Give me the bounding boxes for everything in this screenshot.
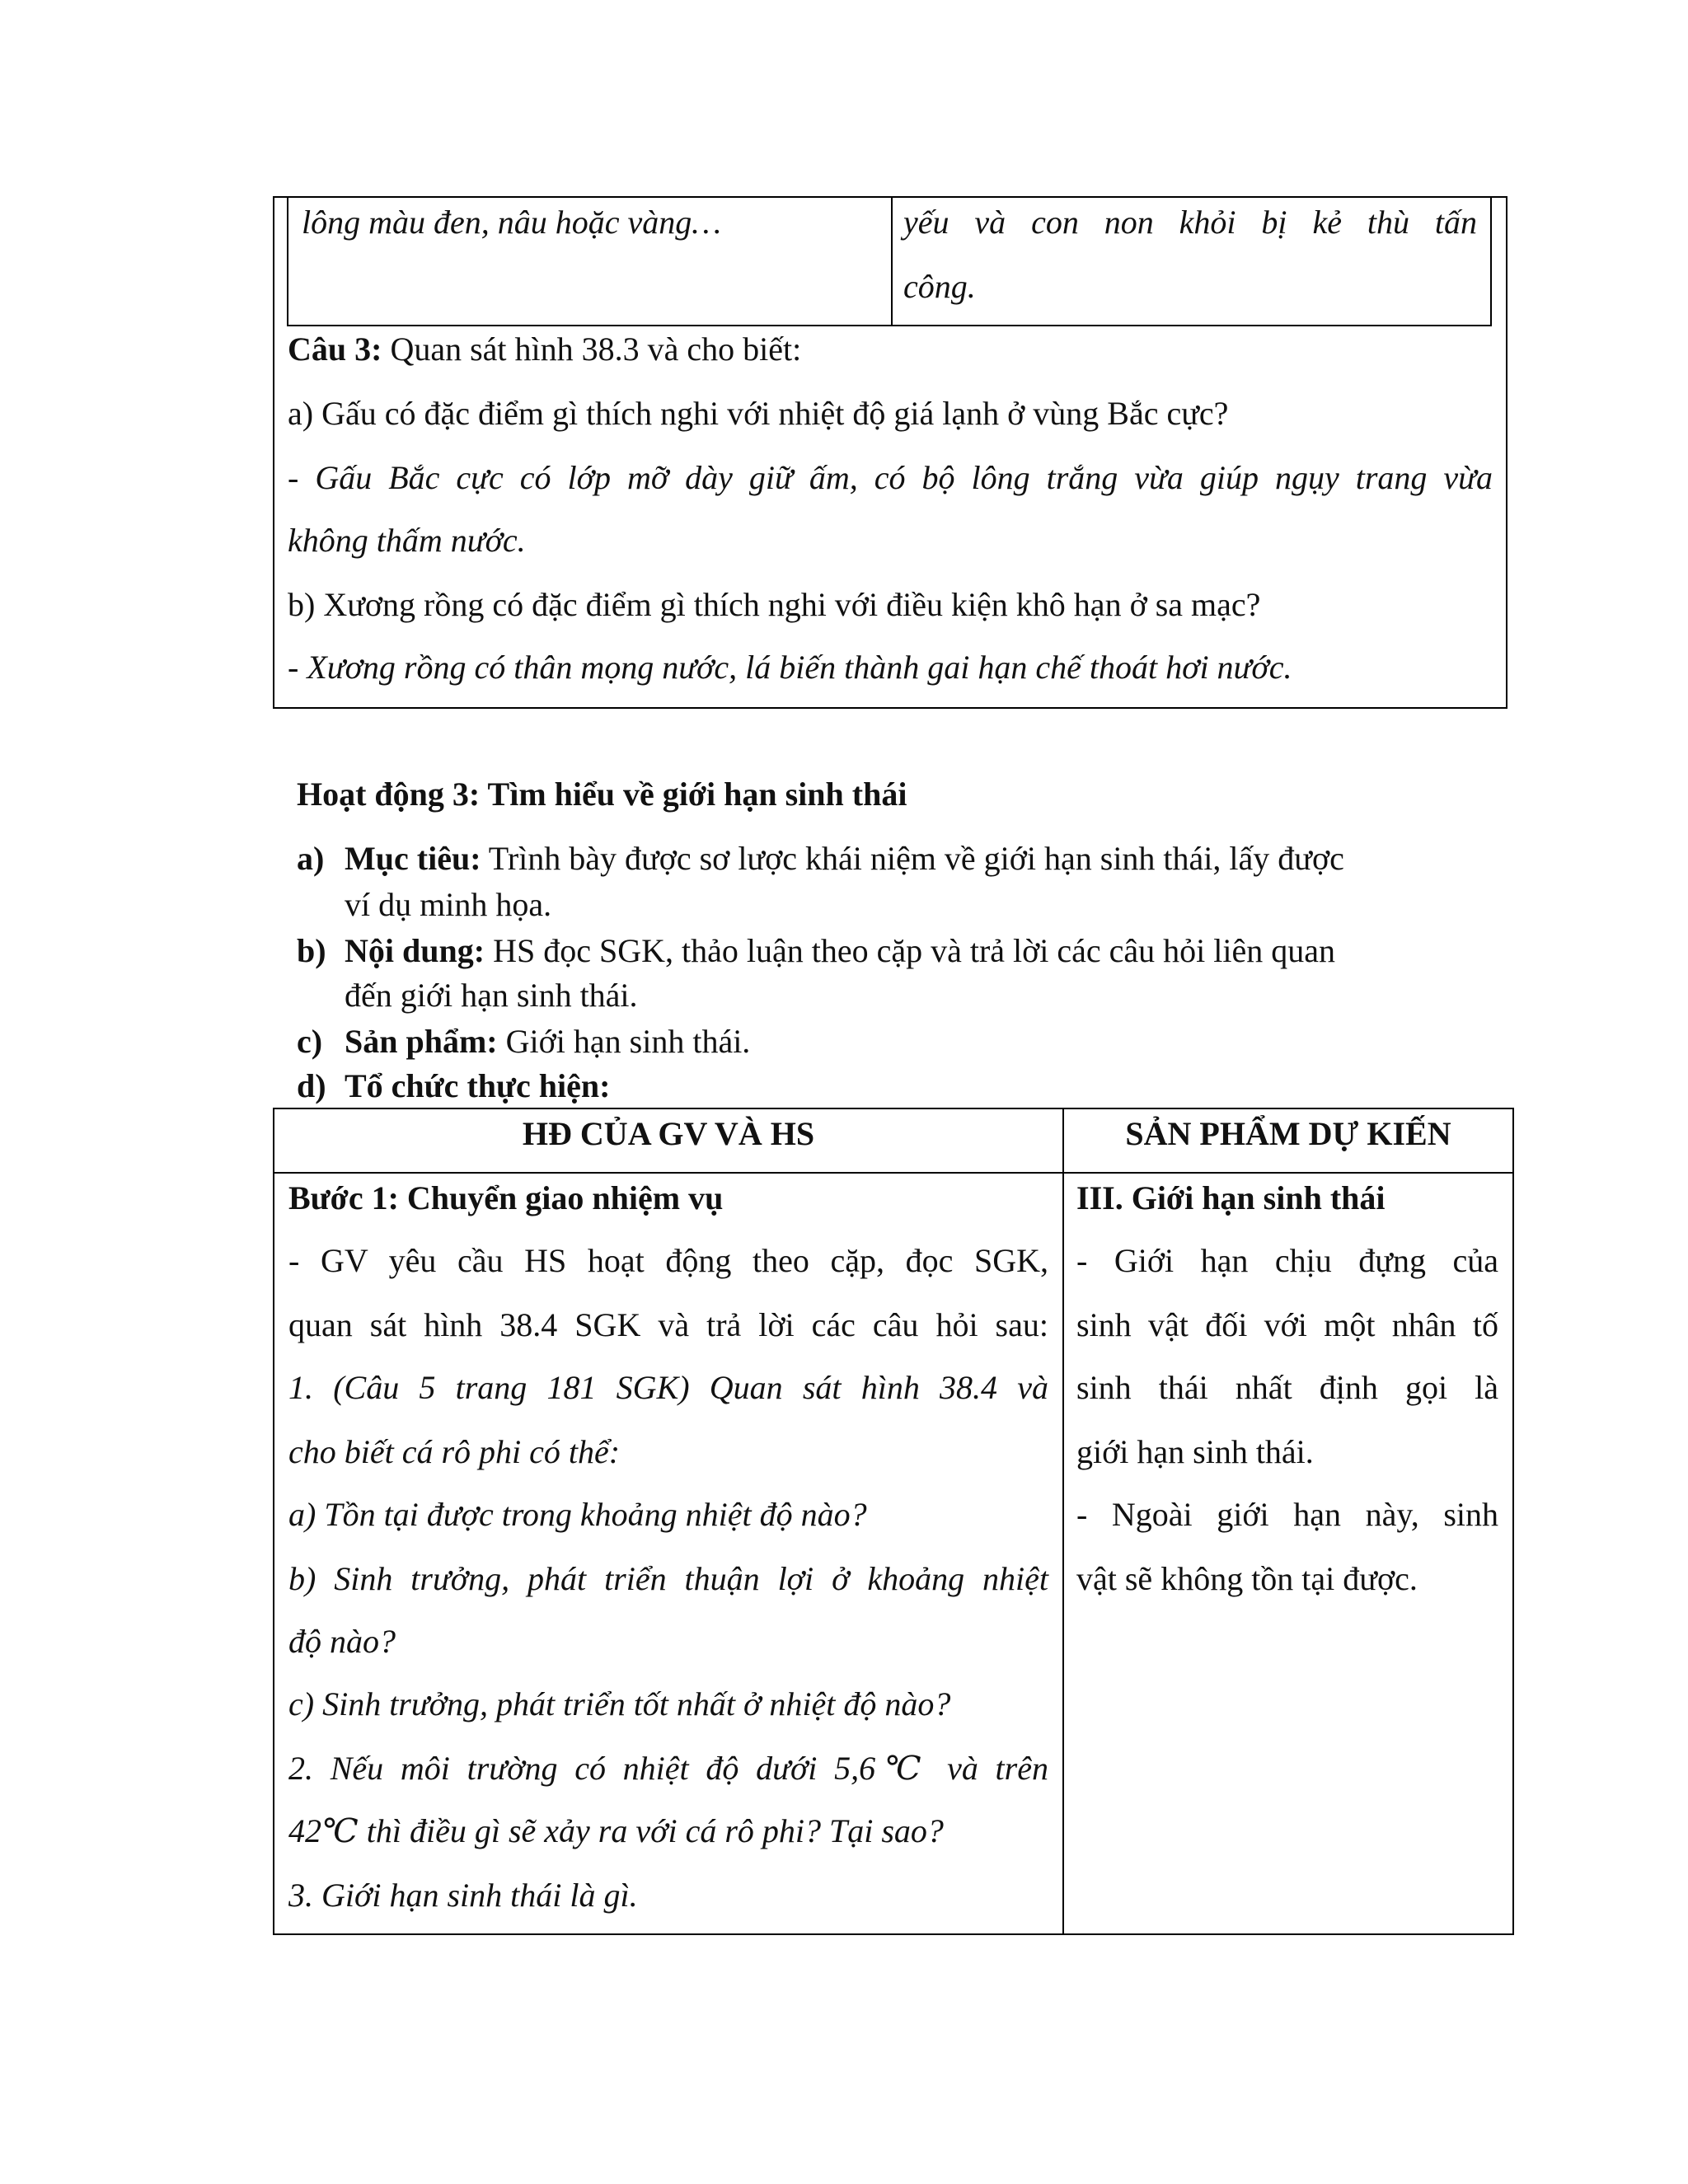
table-header-right: SẢN PHẨM DỰ KIẾN — [1125, 1115, 1451, 1152]
right-line-4: giới hạn sinh thái. — [1076, 1433, 1314, 1470]
table-header-left: HĐ CỦA GV VÀ HS — [522, 1115, 815, 1152]
objective-line-2: ví dụ minh họa. — [345, 886, 552, 923]
answer-3b: - Xương rồng có thân mọng nước, lá biến thành gai hạn chế thoát hơi nước. — [288, 649, 1292, 686]
content-label: Nội dung: — [345, 932, 485, 969]
answer-3a-line-1: - Gấu Bắc cực có lớp mỡ dày giữ ấm, có bộ lông trắng vừa giúp ngụy trang vừa — [288, 459, 1493, 496]
content-marker-label: b) — [297, 932, 326, 969]
left-line-7: độ nào? — [288, 1623, 396, 1660]
organize-label: Tổ chức thực hiện: — [345, 1067, 611, 1104]
organize-marker — [297, 1066, 326, 1106]
right-line-2: sinh vật đối với một nhân tố — [1076, 1306, 1498, 1343]
objective-label: Mục tiêu: — [345, 840, 481, 877]
activity-heading: Hoạt động 3: Tìm hiểu về giới hạn sinh thái — [297, 776, 907, 813]
objective-line-1 — [345, 839, 1344, 879]
left-line-8: c) Sinh trưởng, phát triển tốt nhất ở nhiệt độ nào? — [288, 1685, 951, 1722]
inner-left-text: lông màu đen, nâu hoặc vàng… — [302, 204, 721, 241]
question-3 — [288, 330, 801, 369]
question-3-label: Câu 3: — [288, 330, 382, 368]
answer-3a-line-2: không thấm nước. — [288, 522, 526, 559]
organize-marker-label: d) — [297, 1067, 326, 1104]
inner-right-text-1: yếu và con non khỏi bị kẻ thù tấn — [903, 204, 1477, 241]
left-line-4: cho biết cá rô phi có thể: — [288, 1433, 621, 1470]
left-line-1: - GV yêu cầu HS hoạt động theo cặp, đọc SGK, — [288, 1242, 1048, 1279]
objective-marker — [297, 839, 324, 879]
inner-table-divider — [891, 196, 893, 326]
left-line-11: 3. Giới hạn sinh thái là gì. — [288, 1877, 638, 1914]
right-line-3: sinh thái nhất định gọi là — [1076, 1369, 1498, 1406]
table-header-divider — [273, 1172, 1514, 1174]
objective-marker-label: a) — [297, 840, 325, 877]
left-line-2: quan sát hình 38.4 SGK và trả lời các câu hỏi sau: — [288, 1306, 1048, 1343]
right-line-1: - Giới hạn chịu đựng của — [1076, 1242, 1498, 1279]
section-title: III. Giới hạn sinh thái — [1076, 1179, 1386, 1216]
content-marker — [297, 931, 326, 971]
table-column-divider — [1062, 1108, 1064, 1935]
left-line-5: a) Tồn tại được trong khoảng nhiệt độ nào? — [288, 1496, 867, 1533]
product-label: Sản phẩm: — [345, 1023, 498, 1060]
right-line-5: - Ngoài giới hạn này, sinh — [1076, 1496, 1498, 1533]
right-line-6: vật sẽ không tồn tại được. — [1076, 1560, 1418, 1597]
left-line-3: 1. (Câu 5 trang 181 SGK) Quan sát hình 38.4 và — [288, 1369, 1048, 1406]
content-text-1: HS đọc SGK, thảo luận theo cặp và trả lời các câu hỏi liên quan — [485, 932, 1336, 969]
content-line-2: đến giới hạn sinh thái. — [345, 977, 638, 1014]
question-3-text: Quan sát hình 38.3 và cho biết: — [382, 330, 802, 368]
product-text: Giới hạn sinh thái. — [497, 1023, 751, 1060]
inner-right-text-2: công. — [903, 268, 976, 305]
question-3a: a) Gấu có đặc điểm gì thích nghi với nhiệt độ giá lạnh ở vùng Bắc cực? — [288, 395, 1229, 432]
step-1-title: Bước 1: Chuyển giao nhiệm vụ — [288, 1179, 724, 1216]
objective-text-1: Trình bày được sơ lược khái niệm về giới hạn sinh thái, lấy được — [481, 840, 1344, 877]
left-line-9: 2. Nếu môi trường có nhiệt độ dưới 5,6℃ và trên — [288, 1750, 1048, 1787]
product-marker-label: c) — [297, 1023, 323, 1060]
question-3b: b) Xương rồng có đặc điểm gì thích nghi với điều kiện khô hạn ở sa mạc? — [288, 586, 1261, 623]
left-line-6: b) Sinh trưởng, phát triển thuận lợi ở khoảng nhiệt — [288, 1560, 1048, 1597]
content-line-1 — [345, 931, 1335, 971]
product-marker — [297, 1022, 322, 1062]
product-line — [345, 1022, 750, 1062]
left-line-10: 42℃ thì điều gì sẽ xảy ra với cá rô phi? Tại sao? — [288, 1812, 944, 1849]
